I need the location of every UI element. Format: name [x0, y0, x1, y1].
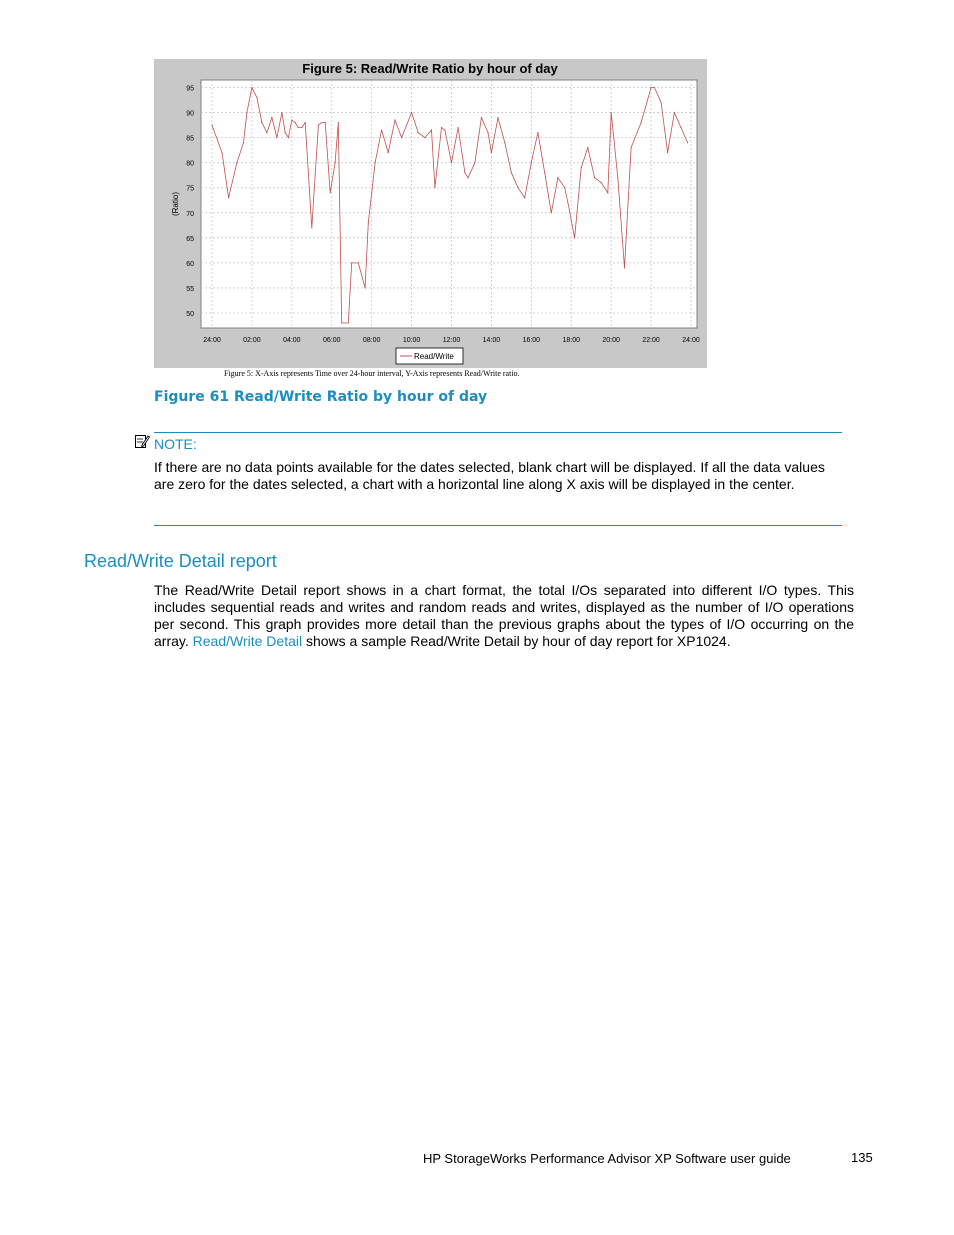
data-point	[266, 132, 267, 133]
chart-title: Figure 5: Read/Write Ratio by hour of day	[302, 61, 558, 76]
data-point	[680, 127, 681, 128]
data-point	[631, 147, 632, 148]
data-point	[431, 130, 432, 131]
data-point	[497, 117, 498, 118]
data-point	[305, 122, 306, 123]
chart-inner-caption: Figure 5: X-Axis represents Time over 24-hour interval, Y-Axis represents Read/Write ratio.	[224, 369, 520, 378]
data-point	[481, 117, 482, 118]
data-point	[660, 102, 661, 103]
data-point	[418, 132, 419, 133]
data-point	[211, 124, 212, 125]
x-tick-label: 16:00	[522, 337, 541, 344]
x-tick-labels	[203, 337, 700, 344]
data-point	[330, 192, 331, 193]
data-point	[517, 187, 518, 188]
page-number: 135	[851, 1150, 873, 1165]
paragraph-text-after-link: shows a sample Read/Write Detail by hour of day report for XP1024.	[305, 633, 731, 649]
data-point	[654, 87, 655, 88]
data-point	[341, 322, 342, 323]
data-point	[364, 287, 365, 288]
data-point	[348, 322, 349, 323]
data-point	[351, 262, 352, 263]
data-point	[251, 87, 252, 88]
data-point	[401, 137, 402, 138]
legend	[396, 348, 463, 364]
y-tick-label: 75	[186, 185, 194, 193]
y-tick-label: 60	[186, 260, 194, 268]
y-tick-label: 80	[186, 160, 194, 168]
x-tick-label: 08:00	[362, 337, 381, 344]
chart-panel	[154, 59, 707, 368]
x-tick-label: 10:00	[402, 337, 421, 344]
x-tick-label: 14:00	[482, 337, 501, 344]
data-point	[228, 197, 229, 198]
data-point	[236, 162, 237, 163]
data-point	[424, 137, 425, 138]
data-point	[381, 130, 382, 131]
data-point	[564, 187, 565, 188]
data-point	[338, 122, 339, 123]
y-tick-label: 85	[186, 135, 194, 143]
y-tick-label: 65	[186, 235, 194, 243]
data-point	[474, 162, 475, 163]
data-point	[487, 132, 488, 133]
data-point	[617, 177, 618, 178]
data-point	[246, 112, 247, 113]
data-point	[358, 262, 359, 263]
figure-caption: Figure 61 Read/Write Ratio by hour of day	[154, 389, 488, 405]
data-point	[667, 152, 668, 153]
data-point	[394, 119, 395, 120]
data-point	[531, 162, 532, 163]
data-point	[607, 192, 608, 193]
data-point	[491, 152, 492, 153]
x-tick-label: 02:00	[243, 337, 261, 344]
data-point	[321, 122, 322, 123]
y-tick-label: 95	[186, 85, 194, 93]
y-tick-labels	[186, 86, 194, 318]
data-point	[298, 127, 299, 128]
data-point	[441, 127, 442, 128]
y-tick-label: 90	[186, 110, 194, 118]
data-point	[444, 130, 445, 131]
data-point	[261, 122, 262, 123]
read-write-ratio-chart	[154, 59, 707, 368]
body-paragraph	[154, 582, 854, 650]
data-point	[451, 162, 452, 163]
data-point	[276, 137, 277, 138]
data-point	[504, 142, 505, 143]
data-point	[318, 124, 319, 125]
data-point	[650, 87, 651, 88]
note-bottom-rule	[154, 525, 842, 526]
data-point	[221, 152, 222, 153]
footer-title: HP StorageWorks Performance Advisor XP Software user guide	[423, 1151, 791, 1166]
x-tick-label: 04:00	[283, 337, 301, 344]
x-tick-label: 20:00	[602, 337, 620, 344]
y-axis-label: (Ratio)	[171, 191, 180, 217]
data-point	[301, 127, 302, 128]
data-point	[464, 172, 465, 173]
data-point	[574, 237, 575, 238]
data-point	[325, 122, 326, 123]
data-point	[687, 142, 688, 143]
y-tick-label: 55	[186, 285, 194, 293]
x-tick-label: 22:00	[642, 337, 660, 344]
data-point	[271, 117, 272, 118]
data-point	[256, 97, 257, 98]
data-point	[281, 112, 282, 113]
data-point	[457, 127, 458, 128]
data-point	[374, 162, 375, 163]
y-tick-label: 50	[186, 310, 194, 318]
data-point	[524, 197, 525, 198]
data-point	[291, 119, 292, 120]
data-point	[285, 132, 286, 133]
x-tick-label: 12:00	[442, 337, 461, 344]
x-tick-label: 24:00	[203, 337, 221, 344]
data-point	[611, 112, 612, 113]
data-point	[243, 142, 244, 143]
plot-area	[201, 80, 697, 328]
data-point	[311, 227, 312, 228]
data-point	[411, 112, 412, 113]
x-tick-label: 24:00	[682, 337, 700, 344]
y-tick-label: 70	[186, 210, 194, 218]
data-point	[641, 122, 642, 123]
data-point	[467, 177, 468, 178]
read-write-detail-link[interactable]: Read/Write Detail	[192, 633, 303, 649]
data-point	[587, 147, 588, 148]
data-point	[601, 182, 602, 183]
data-point	[581, 167, 582, 168]
section-heading: Read/Write Detail report	[84, 551, 277, 571]
data-point	[557, 177, 558, 178]
data-point	[594, 177, 595, 178]
data-point	[434, 187, 435, 188]
data-point	[551, 212, 552, 213]
note-top-rule	[154, 432, 842, 433]
data-point	[368, 222, 369, 223]
data-point	[288, 137, 289, 138]
data-point	[544, 172, 545, 173]
note-pencil-icon	[134, 433, 150, 449]
note-text: If there are no data points available for the dates selected, blank chart will be displayed. If all the data values are zero for the dates selected, a chart with a horizontal line along X axis will be displayed in the center.	[154, 459, 825, 492]
data-point	[511, 172, 512, 173]
paragraph-text-before-link: The Read/Write Detail report shows in a chart format, the total I/Os separated into different I/O types. This includes sequential reads and writes and random reads and writes, displayed as the number of I/O operations per second. This graph provides more detail than the previous graphs about the types of I/O occurring on the array.	[154, 582, 854, 649]
legend-label: Read/Write	[414, 352, 454, 361]
x-tick-label: 06:00	[322, 337, 341, 344]
x-tick-label: 18:00	[562, 337, 581, 344]
data-point	[537, 132, 538, 133]
data-point	[674, 112, 675, 113]
data-point	[624, 267, 625, 268]
data-point	[388, 152, 389, 153]
data-point	[295, 122, 296, 123]
data-point	[335, 162, 336, 163]
data-point	[567, 202, 568, 203]
note-title: NOTE:	[154, 436, 197, 452]
